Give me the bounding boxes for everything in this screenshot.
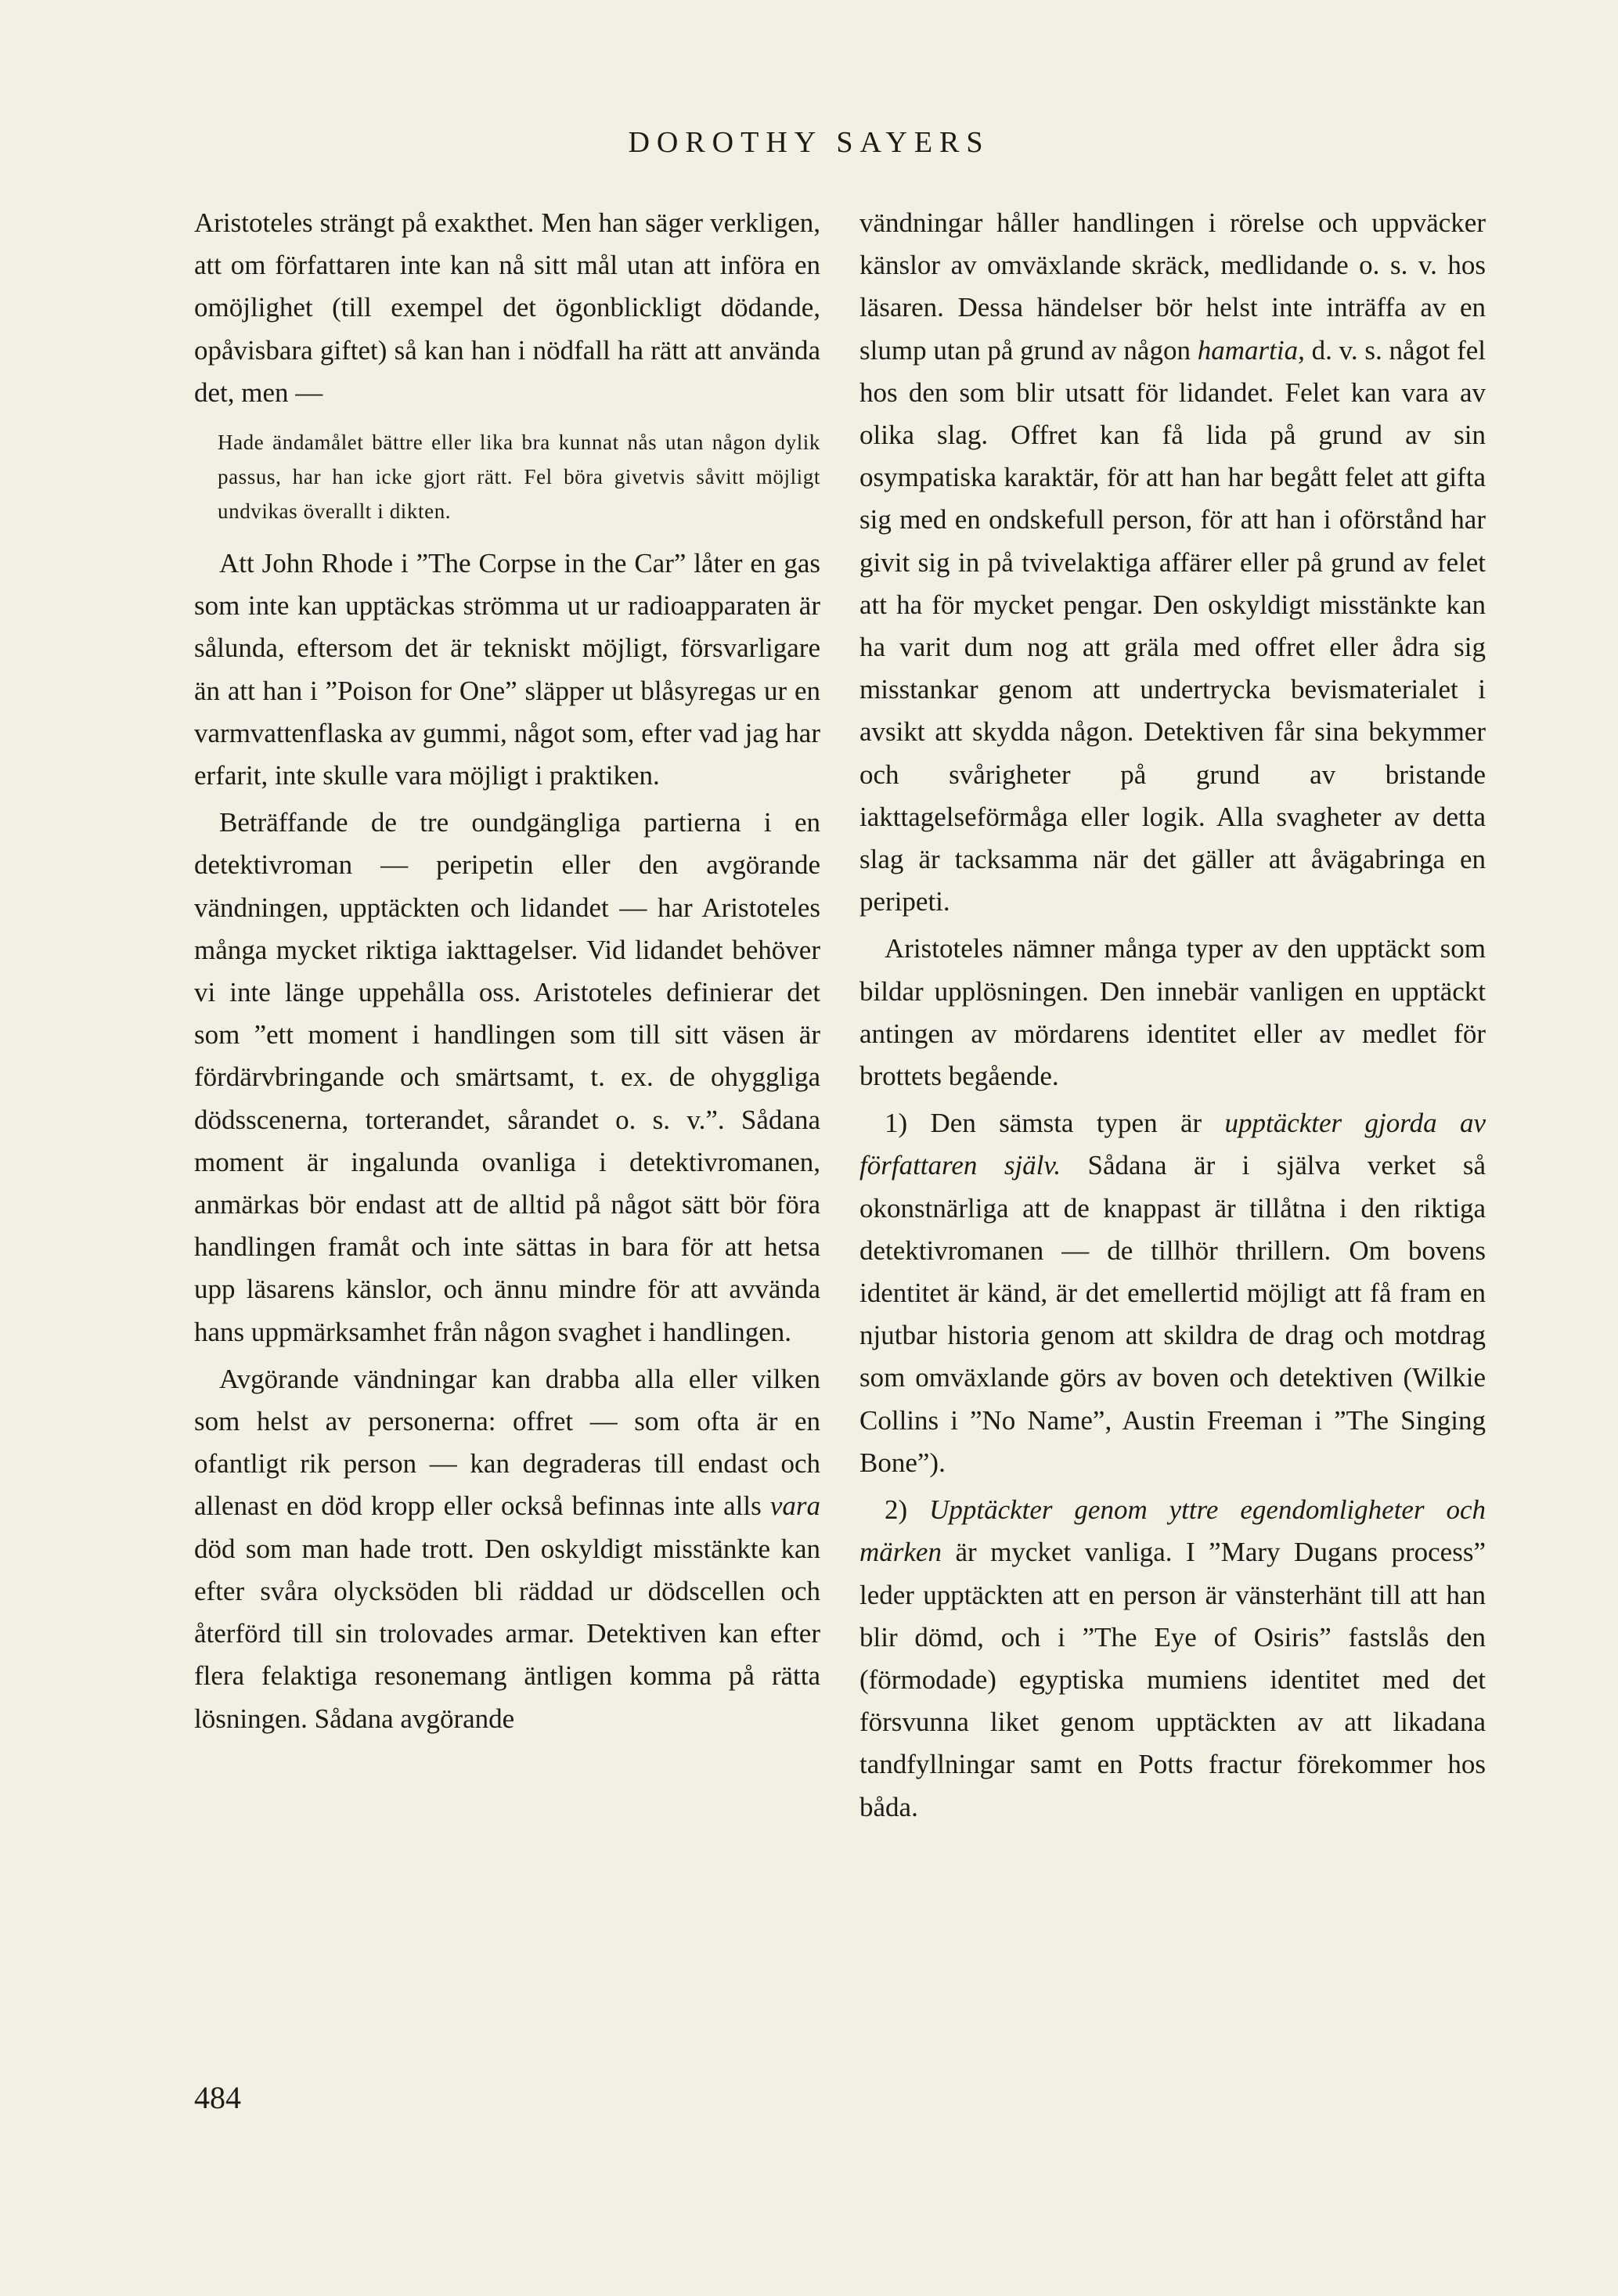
- text-run: är mycket vanliga. I ”Mary Dugans process” leder upptäckten att en person är vänsterhänt till att han blir dömd, och i ”The Eye of Osiris” fastslås den (förmodade) egyptiska mumiens identitet med det försvunna liket genom upptäckten av att likadana tandfyllningar samt en Potts fractur förekommer hos båda.: [859, 1537, 1486, 1822]
- text-run: död som man hade trott. Den oskyldigt misstänkte kan efter svåra olycksöden bli räddad ur dödscellen och återförd till sin trolovades armar. Detektiven kan efter flera felaktiga resonemang äntligen komma på rätta lösningen. Sådana avgörande: [194, 1533, 820, 1734]
- emphasis: Upptäckter genom yttre egendomligheter och märken: [859, 1494, 1486, 1568]
- paragraph: Att John Rhode i ”The Corpse in the Car” låter en gas som inte kan upptäckas strömma ut ur radioapparaten är sålunda, eftersom det är tekniskt möjligt, försvarligare än att han i ”Poison for One” släpper ut blåsyregas ur en varmvattenflaska av gummi, något som, efter vad jag har erfarit, inte skulle vara möjligt i praktiken.: [194, 548, 820, 791]
- emphasis: hamartia,: [1197, 334, 1305, 366]
- right-column: [859, 202, 1486, 1833]
- emphasis: vara: [769, 1490, 820, 1522]
- page-number: 484: [194, 2080, 241, 2115]
- paragraph: [859, 1489, 1486, 1829]
- paragraph: [859, 202, 1486, 923]
- left-column: [194, 202, 820, 1745]
- emphasis: upptäckter gjorda av författaren själv.: [859, 1108, 1486, 1181]
- text-run: Avgörande vändningar kan drabba alla eller vilken som helst av personerna: offret — som ofta är en ofantligt rik person — kan degraderas till endast och allenast en död kropp eller också befinnas inte alls: [194, 1363, 820, 1522]
- text-run: d. v. s. något fel hos den som blir utsatt för lidandet. Felet kan vara av olika slag. Offret kan få lida på grund av sin osympatiska karaktär, för att han har begått felet att gifta sig med en ondskefull person, för att han i oförstånd har givit sig in på tvivelaktiga affärer eller på grund av felet att ha för mycket pengar. Den oskyldigt misstänkte kan ha varit dum nog att gräla med offret eller ådra sig misstankar genom att undertrycka bevismaterialet i avsikt att skydda någon. Detektiven får sina bekymmer och svårigheter på grund av bristande iakttagelseförmåga eller logik. Alla svagheter av detta slag är tacksamma när det gäller att åvägabringa en peripeti.: [859, 334, 1486, 917]
- running-head: DOROTHY SAYERS: [628, 126, 990, 159]
- block-quote: Hade ändamålet bättre eller lika bra kunnat nås utan någon dylik passus, har han icke gjort rätt. Fel böra givetvis såvitt möjligt undvikas överallt i dikten.: [218, 431, 820, 524]
- text-run: 2): [885, 1494, 930, 1526]
- paragraph: [194, 1358, 820, 1740]
- paragraph: Aristoteles strängt på exakthet. Men han säger verkligen, att om författaren inte kan nå sitt mål utan att införa en omöjlighet (till exempel det ögonblickligt dödande, opåvisbara giftet) så kan han i nödfall ha rätt att använda det, men —: [194, 207, 820, 408]
- paragraph: Beträffande de tre oundgängliga partierna i en detektivroman — peripetin eller den avgörande vändningen, upptäckten och lidandet — har Aristoteles många mycket riktiga iakttagelser. Vid lidandet behöver vi inte länge uppehålla oss. Aristoteles definierar det som ”ett moment i handlingen som till sitt väsen är fördärvbringande och smärtsamt, t. ex. de ohyggliga dödsscenerna, torterandet, sårandet o. s. v.”. Sådana moment är ingalunda ovanliga i detektivromanen, anmärkas bör endast att de alltid på något sätt bör föra handlingen framåt och inte sättas in bara för att hetsa upp läsarens känslor, och ännu mindre för att avvända hans uppmärksamhet från någon svaghet i handlingen.: [194, 807, 820, 1347]
- text-run: 1) Den sämsta typen är: [885, 1108, 1225, 1139]
- text-run: vändningar håller handlingen i rörelse och uppväcker känslor av omväxlande skräck, medlidande o. s. v. hos läsaren. Dessa händelser bör helst inte inträffa av en slump utan på grund av någon: [859, 207, 1486, 366]
- paragraph: Aristoteles nämner många typer av den upptäckt som bildar upplösningen. Den innebär vanligen en upptäckt antingen av mördarens identitet eller av medlet för brottets begående.: [859, 933, 1486, 1092]
- text-run: Sådana är i själva verket så okonstnärliga att de knappast är tillåtna i den riktiga detektivromanen — de tillhör thrillern. Om bovens identitet är känd, är det emellertid möjligt att få fram en njutbar historia genom att skildra de drag och motdrag som omväxlande görs av boven och detektiven (Wilkie Collins i ”No Name”, Austin Freeman i ”The Singing Bone”).: [859, 1150, 1486, 1478]
- paragraph: [859, 1102, 1486, 1484]
